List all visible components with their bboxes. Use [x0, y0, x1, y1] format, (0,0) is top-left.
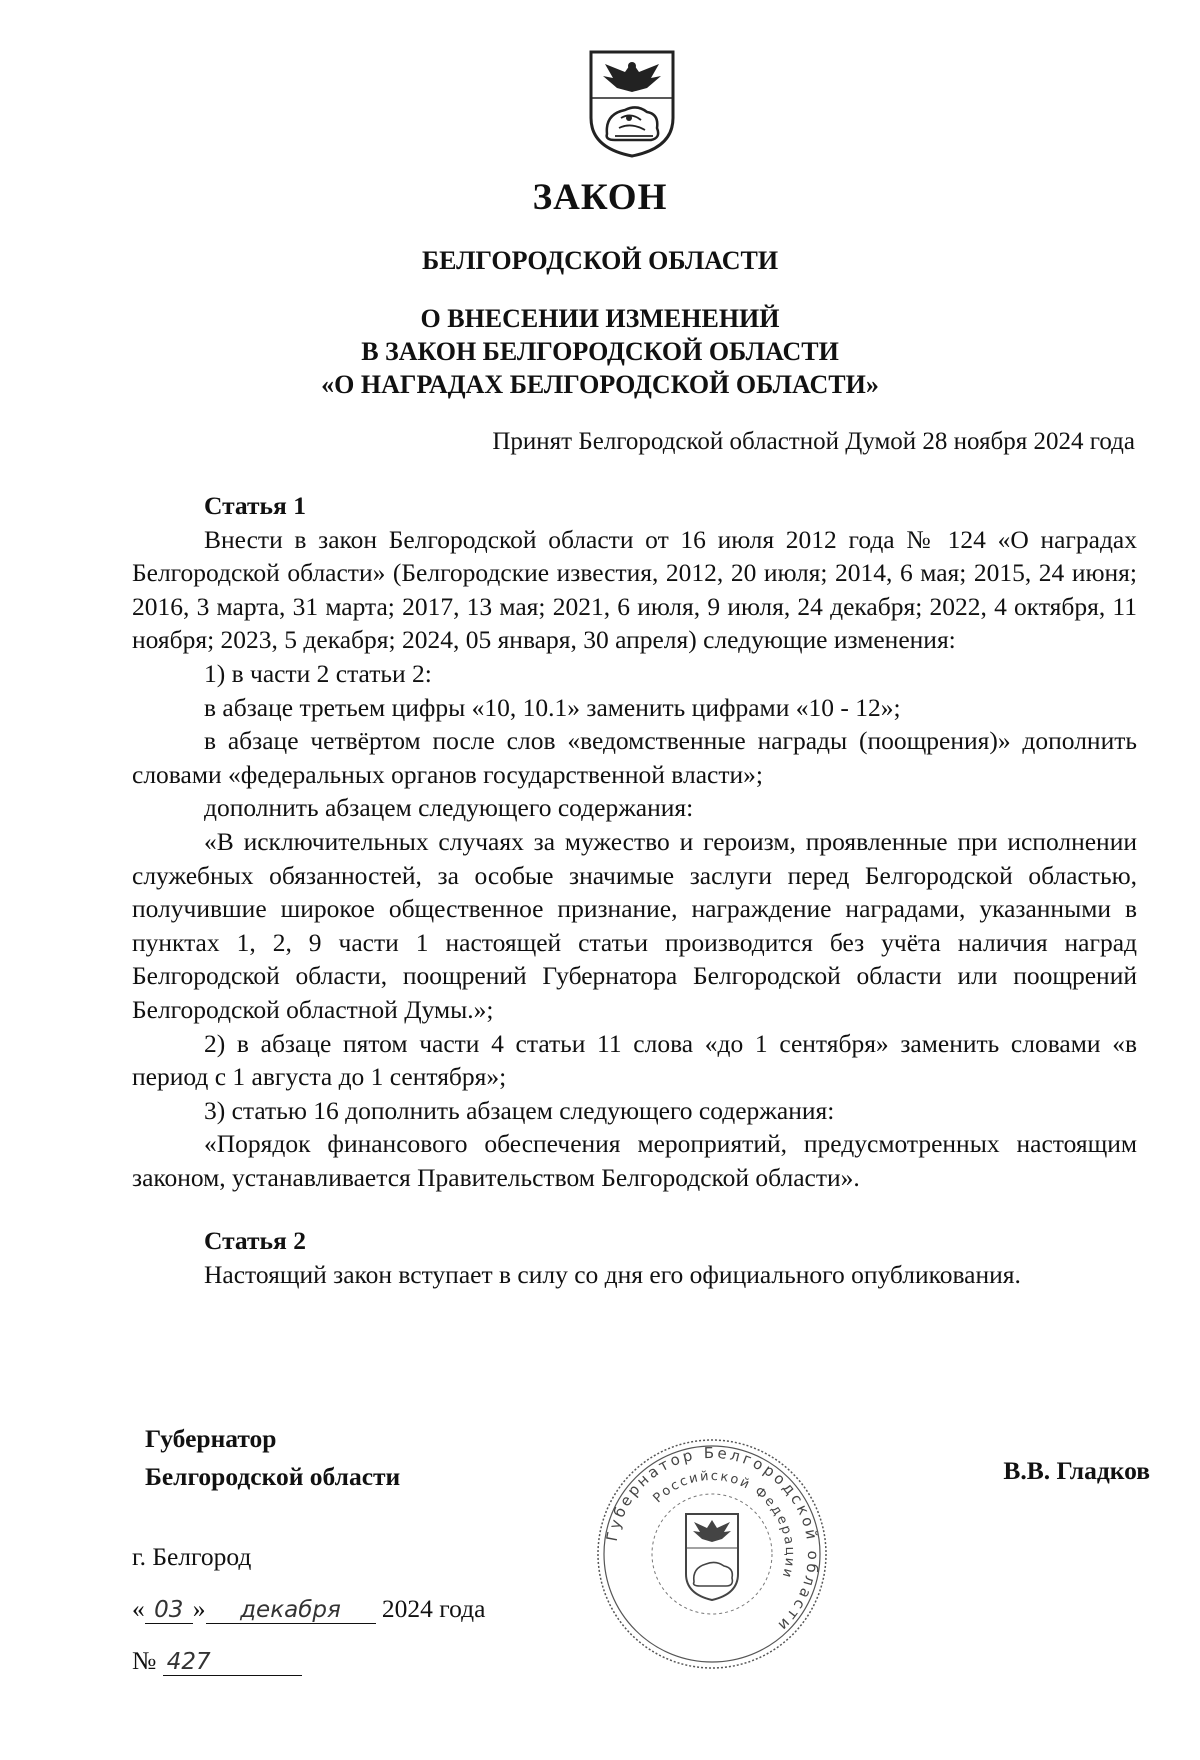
signatory-title-line-2: Белгородской области — [145, 1462, 401, 1491]
document-subject — [0, 302, 1200, 401]
document-body — [132, 489, 1137, 1292]
article-2-paragraph: Настоящий закон вступает в силу со дня его официального опубликования. — [204, 1260, 1021, 1290]
signatory-name: В.В. Гладков — [1003, 1456, 1150, 1485]
article-1-paragraph: 2) в абзаце пятом части 4 статьи 11 слова «до 1 сентября» заменить словами «в период с 1 августа до 1 сентября»; — [132, 1028, 1137, 1092]
article-1-paragraph: «Порядок финансового обеспечения мероприятий, предусмотренных настоящим законом, устанавливается Правительством Белгородской области». — [132, 1129, 1137, 1192]
law-number — [132, 1646, 302, 1676]
article-1-paragraph: дополнить абзацем следующего содержания: — [204, 793, 694, 823]
date-month-handwritten: декабря — [206, 1597, 376, 1624]
subject-line-3: «О НАГРАДАХ БЕЛГОРОДСКОЙ ОБЛАСТИ» — [321, 370, 879, 399]
date-day-handwritten: 03 — [145, 1597, 193, 1624]
article-spacer — [132, 1194, 1137, 1224]
signing-city: г. Белгород — [132, 1542, 252, 1571]
article-2-heading: Статья 2 — [204, 1226, 306, 1256]
date-year: 2024 года — [381, 1594, 486, 1623]
subject-line-1: О ВНЕСЕНИИ ИЗМЕНЕНИЙ — [420, 304, 780, 333]
article-1-paragraph: 1) в части 2 статьи 2: — [204, 658, 432, 688]
signing-date — [132, 1594, 485, 1624]
coat-of-arms-emblem — [585, 48, 679, 160]
svg-text:Российской Федерации: Российской Федерации — [650, 1468, 798, 1581]
law-number-handwritten: 427 — [163, 1649, 302, 1676]
adoption-note: Принят Белгородской областной Думой 28 ноября 2024 года — [492, 428, 1135, 455]
date-close-quote: » — [192, 1594, 206, 1623]
number-sign: № — [132, 1646, 157, 1675]
article-1-paragraph: Внести в закон Белгородской области от 16 июля 2012 года № 124 «О наградах Белгородской области» (Белгородские известия, 2012, 20 июля; 2014, 6 мая; 2015, 24 июня; 2016, 3 марта, 31 марта; 2017, 13 мая; 2021, 6 июля, 9 июля, 24 декабря; 2022, 4 октября, 11 ноября; 2023, 5 декабря; 2024, 05 января, 30 апреля) следующие изменения: — [132, 524, 1137, 655]
article-1-paragraph: «В исключительных случаях за мужество и героизм, проявленные при исполнении служебных обязанностей, за особые значимые заслуги перед Белгородской областью, получившие широкое общественное признание, награждение наградами, указанными в пунктах 1, 2, 9 части 1 настоящей статьи производится без учёта наличия наград Белгородской области, поощрений Губернатора Белгородской области или поощрений Белгородской областной Думы.»; — [132, 826, 1137, 1024]
official-seal-stamp — [594, 1436, 830, 1672]
signatory-title-line-1: Губернатор — [145, 1424, 277, 1453]
date-open-quote: « — [132, 1594, 145, 1623]
article-1-heading: Статья 1 — [204, 491, 306, 520]
article-1-paragraph: 3) статью 16 дополнить абзацем следующего содержания: — [204, 1095, 835, 1125]
document-title: ЗАКОН — [532, 177, 668, 218]
article-1-paragraph: в абзаце третьем цифры «10, 10.1» заменить цифрами «10 - 12»; — [204, 692, 901, 722]
article-1-paragraph: в абзаце четвёртом после слов «ведомственные награды (поощрения)» дополнить словами «федеральных органов государственной власти»; — [132, 726, 1137, 789]
svg-text:Губернатор Белгородской област: Губернатор Белгородской области — [602, 1443, 823, 1637]
document-region: БЕЛГОРОДСКОЙ ОБЛАСТИ — [421, 246, 779, 275]
signatory-title — [145, 1420, 400, 1496]
subject-line-2: В ЗАКОН БЕЛГОРОДСКОЙ ОБЛАСТИ — [361, 337, 839, 366]
